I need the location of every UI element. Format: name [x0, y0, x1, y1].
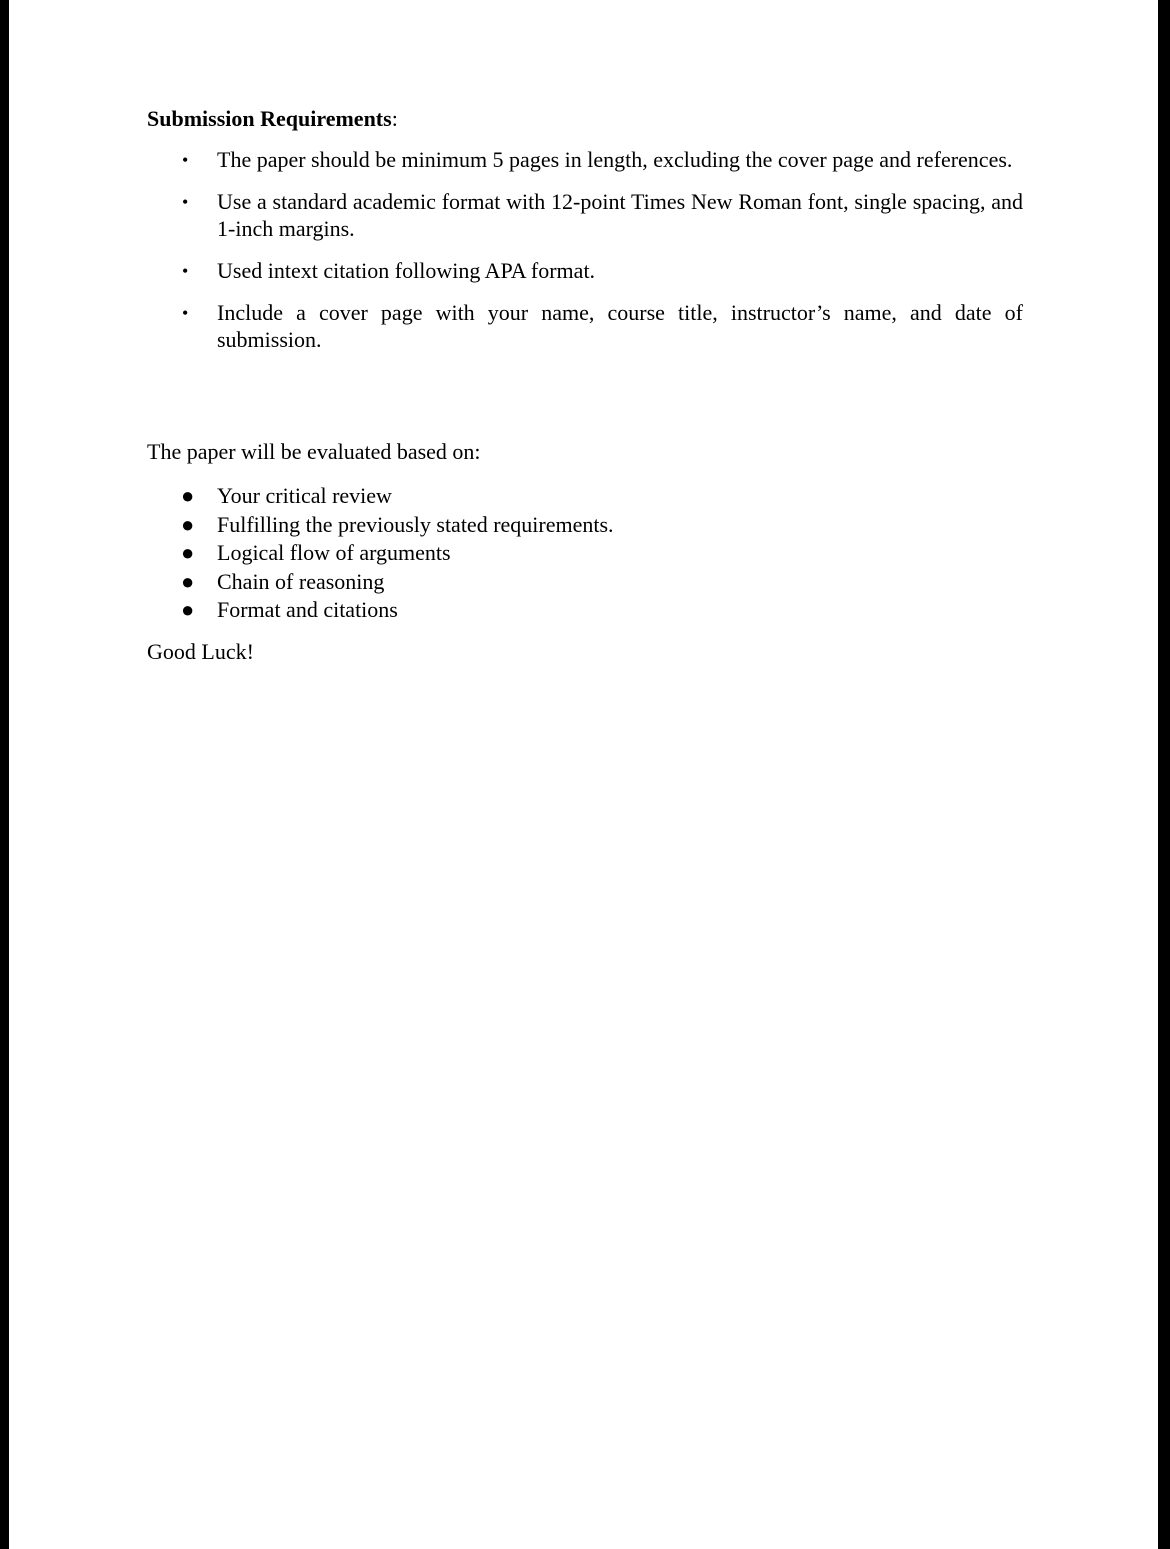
bullet-icon: • — [182, 150, 189, 170]
bullet-icon: • — [182, 192, 189, 212]
requirement-text: Use a standard academic format with 12-point Times New Roman font, single spacing, and 1-inch margins. — [217, 189, 1023, 241]
evaluation-criteria-list — [147, 482, 614, 625]
evaluation-intro: The paper will be evaluated based on: — [147, 439, 481, 464]
document-page — [9, 0, 1158, 1549]
bullet-icon: • — [182, 303, 189, 323]
list-item — [147, 568, 614, 597]
criterion-text: Fulfilling the previously stated requirements. — [217, 511, 614, 537]
criterion-text: Your critical review — [217, 483, 392, 508]
list-item — [147, 188, 1023, 242]
requirement-text: Used intext citation following APA format. — [217, 258, 596, 283]
bullet-icon: ● — [181, 597, 195, 622]
criterion-text: Format and citations — [217, 597, 398, 622]
requirement-text: Include a cover page with your name, course title, instructor’s name, and date of submission. — [217, 300, 1023, 352]
criterion-text: Logical flow of arguments — [217, 540, 451, 565]
section-heading-colon: : — [391, 106, 398, 131]
list-item — [147, 482, 614, 511]
list-item — [147, 511, 614, 540]
requirement-text: The paper should be minimum 5 pages in length, excluding the cover page and references. — [217, 147, 1013, 172]
closing-text: Good Luck! — [147, 639, 254, 664]
list-item — [147, 299, 1023, 353]
list-item — [147, 596, 614, 625]
requirements-list — [147, 146, 1023, 368]
bullet-icon: ● — [181, 540, 195, 565]
section-heading — [147, 104, 398, 134]
list-item — [147, 146, 1023, 173]
bullet-icon: ● — [181, 568, 195, 594]
list-item — [147, 539, 614, 568]
bullet-icon: ● — [181, 483, 195, 508]
bullet-icon: • — [182, 261, 189, 281]
list-item — [147, 257, 1023, 284]
criterion-text: Chain of reasoning — [217, 568, 385, 594]
bullet-icon: ● — [181, 511, 195, 537]
section-heading-text: Submission Requirements — [147, 106, 392, 131]
